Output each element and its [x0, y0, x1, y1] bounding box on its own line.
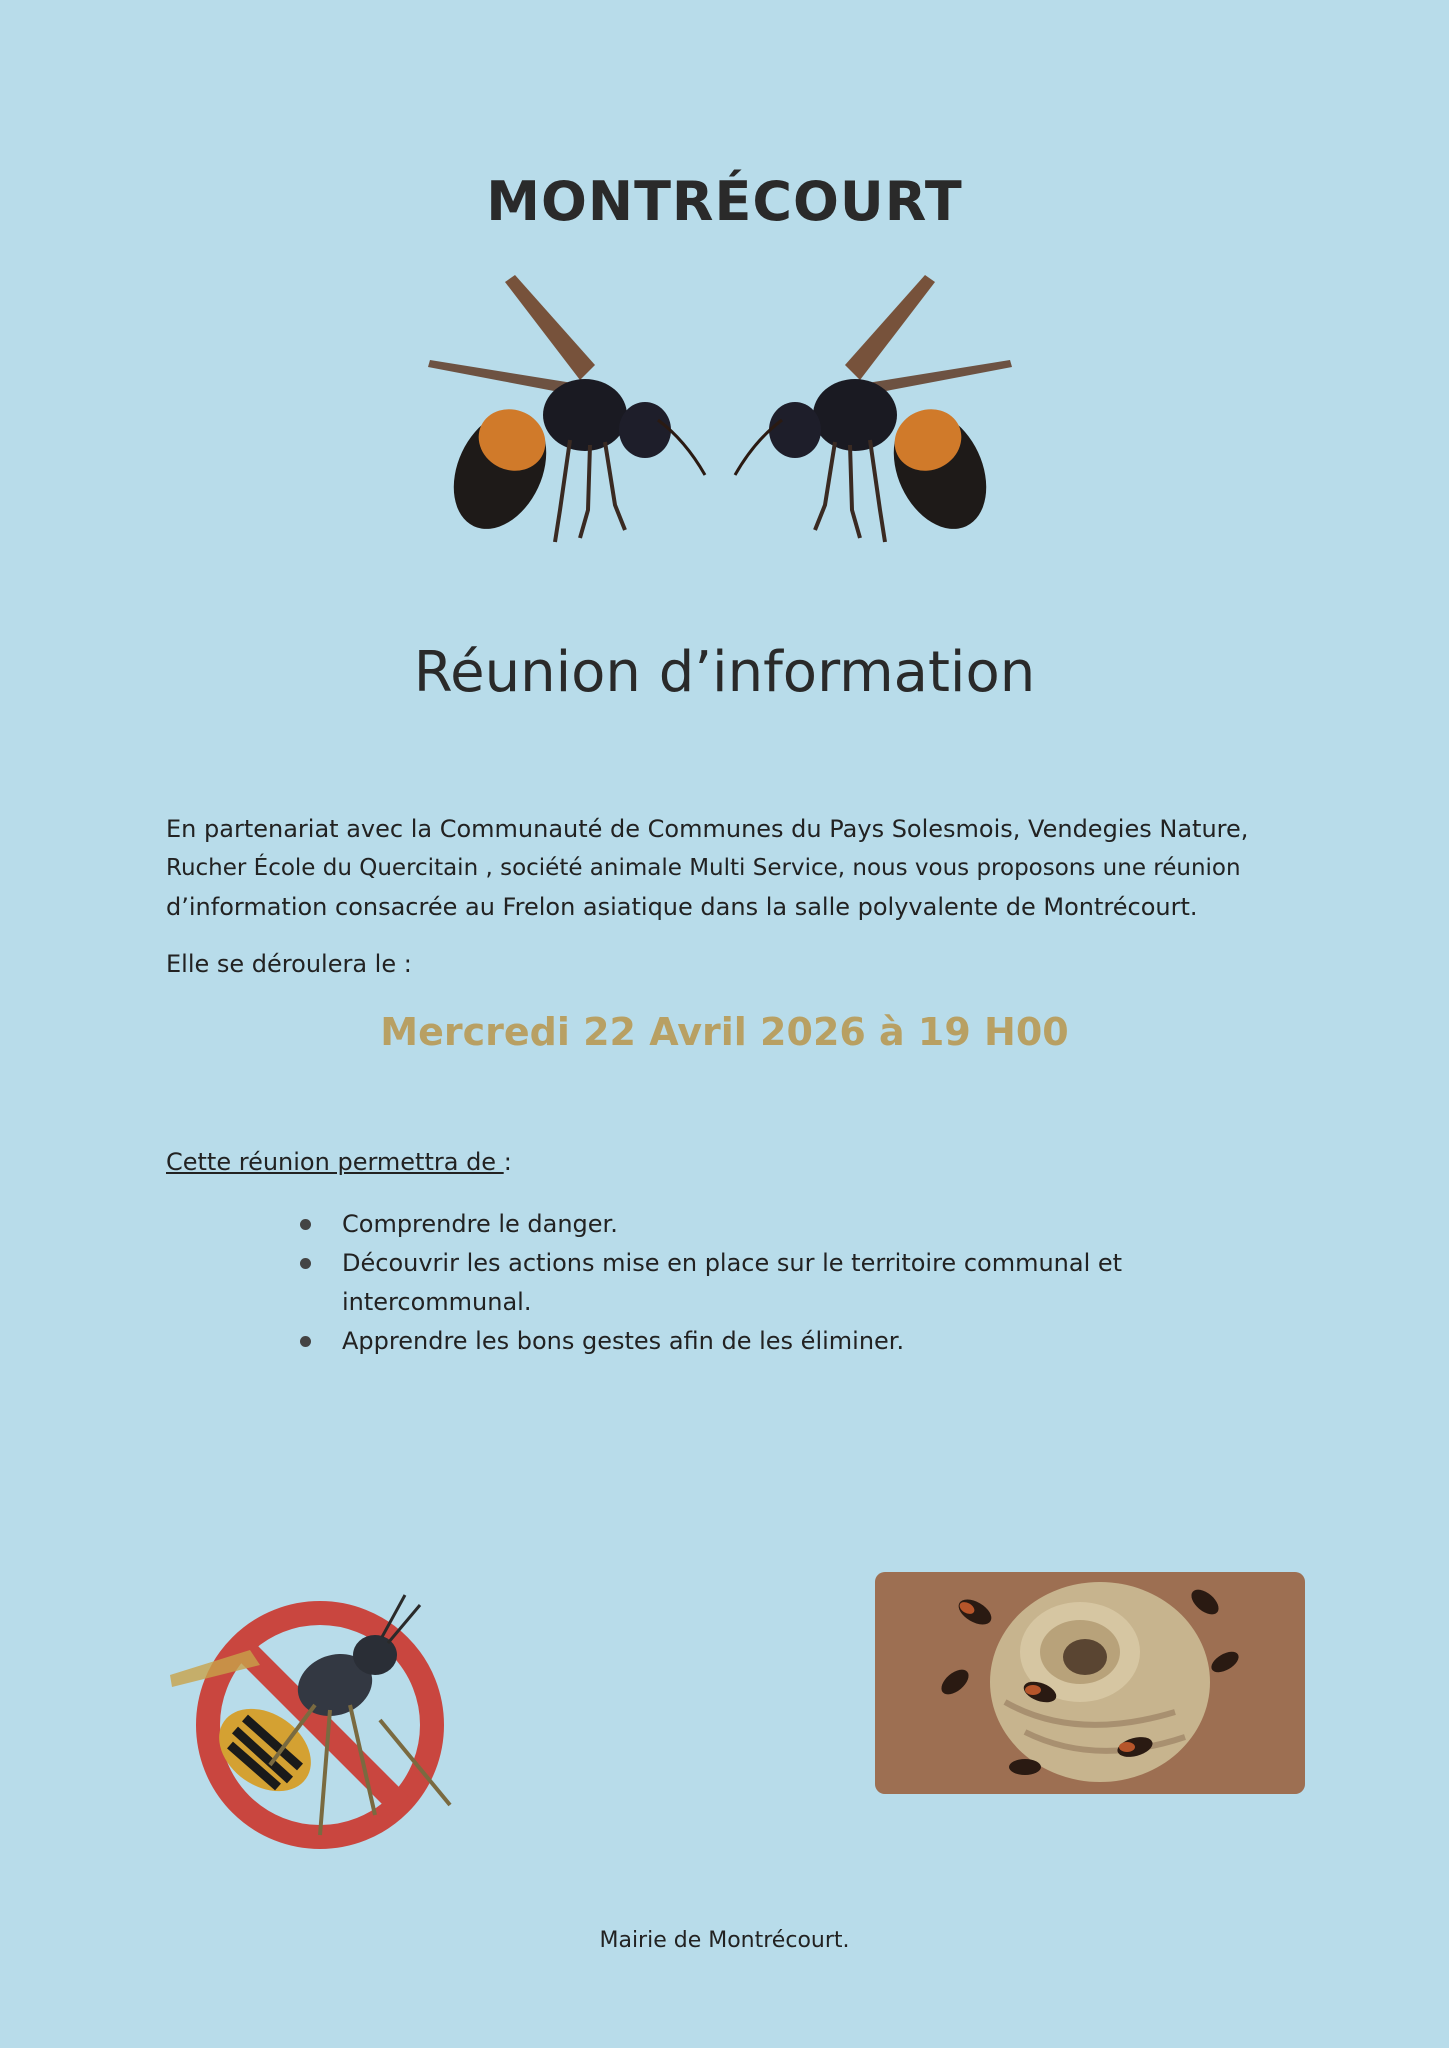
- hornet-left-icon: [428, 275, 705, 544]
- list-item-text: Découvrir les actions mise en place sur le territoire communal et: [342, 1249, 1123, 1277]
- footer-signature: Mairie de Montrécourt.: [599, 1928, 850, 1953]
- list-heading-text: Cette réunion permettra de: [166, 1148, 504, 1176]
- list-heading: [166, 1148, 512, 1176]
- event-date: Mercredi 22 Avril 2026 à 19 H00: [380, 1010, 1069, 1054]
- bullet-dot-icon: [300, 1258, 311, 1269]
- hornet-pair-illustration: [420, 270, 1020, 570]
- objectives-list: [300, 1205, 1200, 1361]
- bullet-dot-icon: [300, 1219, 311, 1230]
- page-subtitle: Réunion d’information: [413, 640, 1036, 705]
- intro-line: d’information consacrée au Frelon asiatique dans la salle polyvalente de Montrécourt.: [166, 893, 1198, 921]
- list-item: [300, 1244, 1200, 1322]
- schedule-label: Elle se déroulera le :: [166, 950, 412, 978]
- bullet-dot-icon: [300, 1336, 311, 1347]
- list-item: [300, 1205, 1200, 1244]
- list-item: [300, 1322, 1200, 1361]
- list-item-text: Apprendre les bons gestes afin de les éliminer.: [342, 1327, 905, 1355]
- intro-paragraph: [166, 810, 1286, 927]
- hornet-nest-photo: [875, 1572, 1305, 1794]
- town-title: MONTRÉCOURT: [486, 170, 963, 233]
- list-item-text: Comprendre le danger.: [342, 1210, 618, 1238]
- hornet-right-icon: [735, 275, 1012, 544]
- intro-line: En partenariat avec la Communauté de Communes du Pays Solesmois, Vendegies Nature,: [166, 815, 1249, 843]
- list-heading-colon: :: [503, 1148, 512, 1176]
- list-item-text-continued: intercommunal.: [342, 1288, 532, 1316]
- intro-line: Rucher École du Quercitain , société animale Multi Service, nous vous proposons une réunion: [166, 855, 1241, 881]
- no-hornet-prohibition-icon: [150, 1555, 470, 1875]
